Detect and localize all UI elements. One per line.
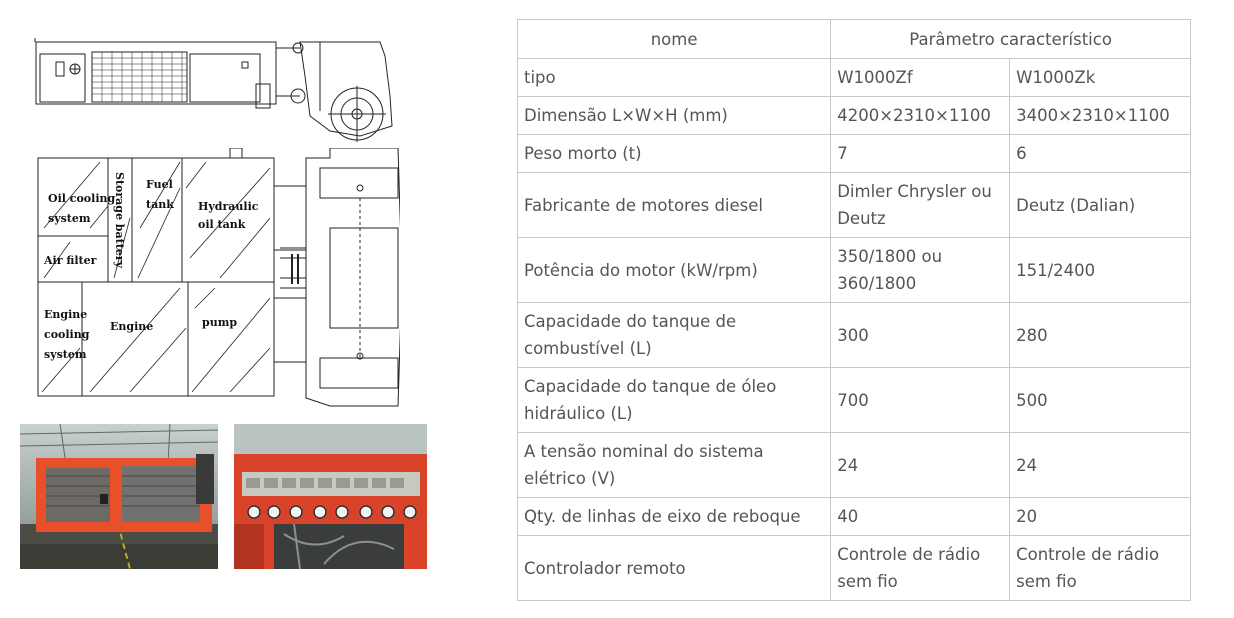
table-row: [518, 97, 1191, 135]
table-row: [518, 536, 1191, 601]
table-row: [518, 135, 1191, 173]
power-pack-gauge-panel-photo: [234, 424, 427, 569]
row-value-b: 280: [1010, 303, 1191, 368]
row-value-a: W1000Zf: [831, 59, 1010, 97]
air-filter-label: Air filter: [44, 254, 97, 267]
oil-cooling-label: Oil cooling system: [48, 192, 116, 225]
table-header-row: [518, 20, 1191, 59]
row-label: Controlador remoto: [518, 536, 831, 601]
power-pack-layout-diagram: [30, 148, 400, 410]
row-value-a: Controle de rádio sem fio: [831, 536, 1010, 601]
table-row: [518, 433, 1191, 498]
power-pack-exterior-photo: [20, 424, 218, 569]
row-label: Fabricante de motores diesel: [518, 173, 831, 238]
table-row: [518, 498, 1191, 536]
row-value-b: 24: [1010, 433, 1191, 498]
engine-label: Engine: [110, 320, 154, 333]
row-value-b: Controle de rádio sem fio: [1010, 536, 1191, 601]
row-value-b: 6: [1010, 135, 1191, 173]
row-value-a: Dimler Chrysler ou Deutz: [831, 173, 1010, 238]
fuel-tank-label: Fuel tank: [146, 178, 174, 211]
row-value-b: 151/2400: [1010, 238, 1191, 303]
row-value-a: 24: [831, 433, 1010, 498]
table-row: [518, 59, 1191, 97]
table-row: [518, 173, 1191, 238]
engine-cooling-label: Engine cooling system: [44, 308, 90, 361]
table-row: [518, 238, 1191, 303]
header-nome: nome: [518, 20, 831, 59]
hydraulic-oil-tank-label: Hydraulic oil tank: [198, 200, 259, 231]
header-parametro: Parâmetro característico: [831, 20, 1191, 59]
row-label: Dimensão L×W×H (mm): [518, 97, 831, 135]
row-label: Capacidade do tanque de óleo hidráulico (L): [518, 368, 831, 433]
row-value-b: 20: [1010, 498, 1191, 536]
row-value-a: 7: [831, 135, 1010, 173]
table-row: [518, 303, 1191, 368]
row-value-a: 300: [831, 303, 1010, 368]
row-value-a: 700: [831, 368, 1010, 433]
row-label: Potência do motor (kW/rpm): [518, 238, 831, 303]
row-value-a: 40: [831, 498, 1010, 536]
table-row: [518, 368, 1191, 433]
row-label: Qty. de linhas de eixo de reboque: [518, 498, 831, 536]
row-value-a: 4200×2310×1100: [831, 97, 1010, 135]
row-label: tipo: [518, 59, 831, 97]
row-value-b: 500: [1010, 368, 1191, 433]
specification-table: [517, 19, 1191, 601]
pump-label: pump: [202, 316, 238, 329]
row-value-a: 350/1800 ou 360/1800: [831, 238, 1010, 303]
row-value-b: 3400×2310×1100: [1010, 97, 1191, 135]
row-label: A tensão nominal do sistema elétrico (V): [518, 433, 831, 498]
row-label: Capacidade do tanque de combustível (L): [518, 303, 831, 368]
power-pack-side-view-diagram: [30, 36, 400, 154]
storage-battery-label: Storage battery: [113, 172, 126, 268]
row-value-b: Deutz (Dalian): [1010, 173, 1191, 238]
row-label: Peso morto (t): [518, 135, 831, 173]
row-value-b: W1000Zk: [1010, 59, 1191, 97]
